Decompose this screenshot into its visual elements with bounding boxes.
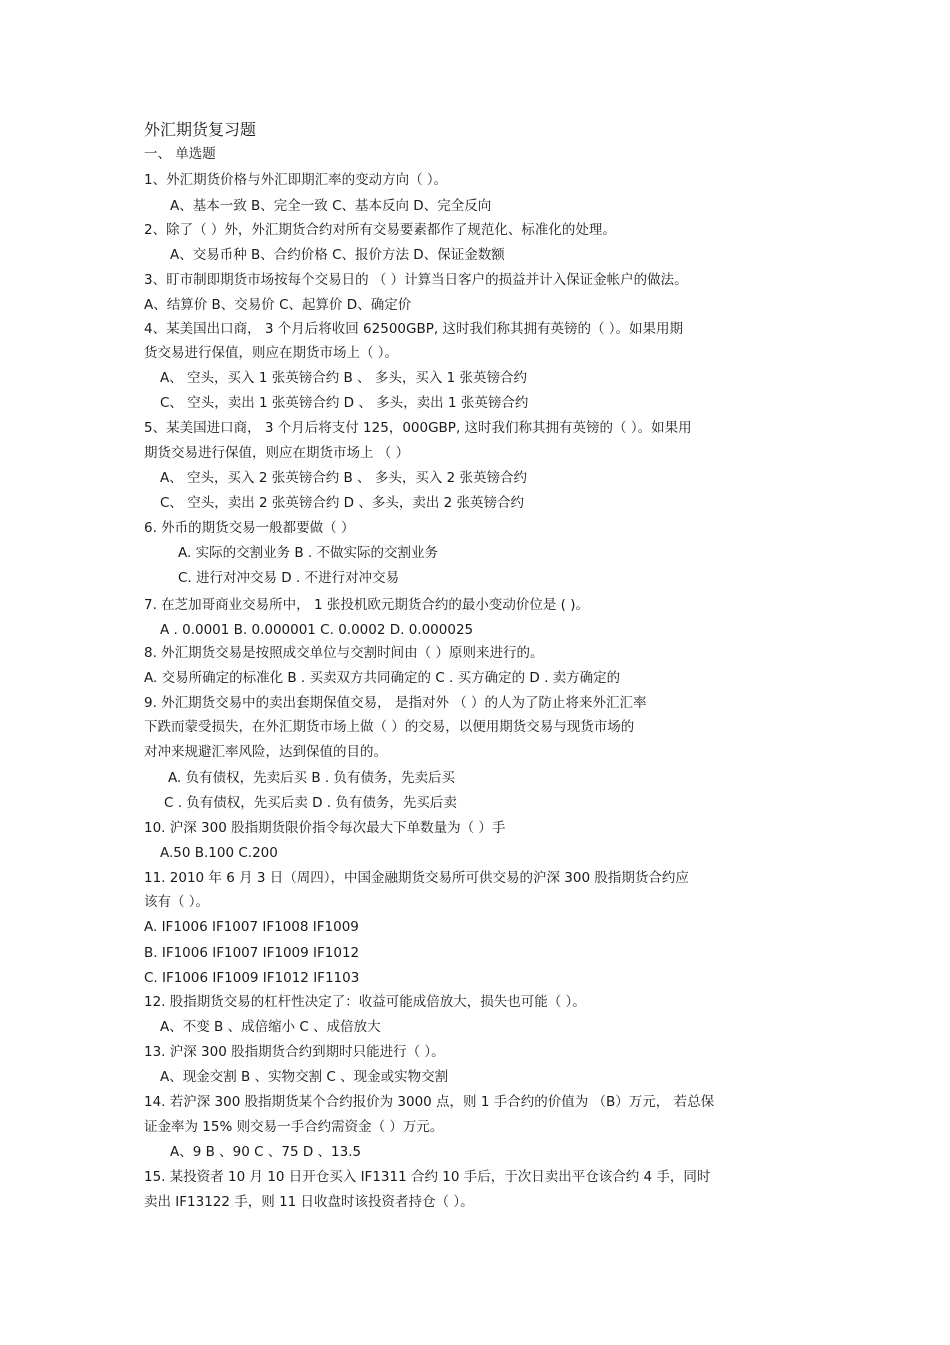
q9-text-line1: 9. 外汇期货交易中的卖出套期保值交易， 是指对外 （ ）的人为了防止将来外汇汇率 bbox=[144, 695, 647, 711]
q9-options-cd: C . 负有债权，先买后卖 D . 负有债务，先买后卖 bbox=[164, 795, 457, 811]
q6-options-cd: C. 进行对冲交易 D . 不进行对冲交易 bbox=[178, 570, 400, 586]
section-heading: 一、 单选题 bbox=[144, 146, 216, 162]
q4-options-cd: C、 空头，卖出 1 张英镑合约 D 、 多头，卖出 1 张英镑合约 bbox=[160, 395, 529, 411]
q5-options-ab: A、 空头，买入 2 张英镑合约 B 、 多头，买入 2 张英镑合约 bbox=[160, 470, 528, 486]
q11-option-c: C. IF1006 IF1009 IF1012 IF1103 bbox=[144, 970, 360, 986]
q8-options: A. 交易所确定的标准化 B . 买卖双方共同确定的 C . 买方确定的 D . 卖方确定的 bbox=[144, 670, 621, 686]
doc-title: 外汇期货复习题 bbox=[144, 120, 257, 139]
q14-text-line1: 14. 若沪深 300 股指期货某个合约报价为 3000 点，则 1 手合约的价值为 （B）万元， 若总保 bbox=[144, 1094, 715, 1110]
q2-text: 2、除了（ ）外，外汇期货合约对所有交易要素都作了规范化、标准化的处理。 bbox=[144, 222, 616, 238]
q11-text-line1: 11. 2010 年 6 月 3 日（周四），中国金融期货交易所可供交易的沪深 300 股指期货合约应 bbox=[144, 870, 689, 886]
q11-text-line2: 该有（ ）。 bbox=[144, 894, 210, 910]
q5-text-line1: 5、某美国进口商， 3 个月后将支付 125，000GBP, 这时我们称其拥有英镑的（ ）。如果用 bbox=[144, 420, 692, 436]
q12-options: A、不变 B 、成倍缩小 C 、成倍放大 bbox=[160, 1019, 381, 1035]
q9-text-line3: 对冲来规避汇率风险，达到保值的目的。 bbox=[144, 744, 387, 760]
q12-text: 12. 股指期货交易的杠杆性决定了：收益可能成倍放大，损失也可能（ ）。 bbox=[144, 994, 586, 1010]
q15-text-line1: 15. 某投资者 10 月 10 日开仓买入 IF1311 合约 10 手后，于次日卖出平仓该合约 4 手，同时 bbox=[144, 1169, 711, 1185]
q5-options-cd: C、 空头，卖出 2 张英镑合约 D 、多头，卖出 2 张英镑合约 bbox=[160, 495, 525, 511]
q4-text-line1: 4、某美国出口商， 3 个月后将收回 62500GBP, 这时我们称其拥有英镑的（ ）。如果用期 bbox=[144, 321, 683, 337]
q13-text: 13. 沪深 300 股指期货合约到期时只能进行（ ）。 bbox=[144, 1044, 445, 1060]
q7-text: 7. 在芝加哥商业交易所中， 1 张投机欧元期货合约的最小变动价位是 ( )。 bbox=[144, 597, 589, 613]
q11-option-a: A. IF1006 IF1007 IF1008 IF1009 bbox=[144, 919, 359, 935]
q6-options-ab: A. 实际的交割业务 B . 不做实际的交割业务 bbox=[178, 545, 439, 561]
q8-text: 8. 外汇期货交易是按照成交单位与交割时间由（ ）原则来进行的。 bbox=[144, 645, 544, 661]
q13-options: A、现金交割 B 、实物交割 C 、现金或实物交割 bbox=[160, 1069, 449, 1085]
q3-options: A、结算价 B、交易价 C、起算价 D、确定价 bbox=[144, 297, 412, 313]
q14-options: A、9 B 、90 C 、75 D 、13.5 bbox=[170, 1144, 362, 1160]
q10-text: 10. 沪深 300 股指期货限价指令每次最大下单数量为（ ）手 bbox=[144, 820, 506, 836]
q6-text: 6. 外币的期货交易一般都要做（ ） bbox=[144, 520, 355, 536]
q9-text-line2: 下跌而蒙受损失，在外汇期货市场上做（ ）的交易，以便用期货交易与现货市场的 bbox=[144, 719, 635, 735]
q15-text-line2: 卖出 IF13122 手，则 11 日收盘时该投资者持仓（ ）。 bbox=[144, 1194, 474, 1210]
q2-options: A、交易币种 B、合约价格 C、报价方法 D、保证金数额 bbox=[170, 247, 505, 263]
q7-options: A . 0.0001 B. 0.000001 C. 0.0002 D. 0.000025 bbox=[160, 622, 474, 638]
q4-options-ab: A、 空头，买入 1 张英镑合约 B 、 多头，买入 1 张英镑合约 bbox=[160, 370, 528, 386]
q9-options-ab: A. 负有债权，先卖后买 B . 负有债务，先卖后买 bbox=[168, 770, 456, 786]
q3-text: 3、盯市制即期货市场按每个交易日的 （ ）计算当日客户的损益并计入保证金帐户的做法。 bbox=[144, 272, 688, 288]
q10-options: A.50 B.100 C.200 bbox=[160, 845, 278, 861]
q11-option-b: B. IF1006 IF1007 IF1009 IF1012 bbox=[144, 945, 360, 961]
q14-text-line2: 证金率为 15% 则交易一手合约需资金（ ）万元。 bbox=[144, 1119, 444, 1135]
q4-text-line2: 货交易进行保值，则应在期货市场上（ ）。 bbox=[144, 345, 399, 361]
q1-text: 1、外汇期货价格与外汇即期汇率的变动方向（ ）。 bbox=[144, 172, 448, 188]
q1-options: A、基本一致 B、完全一致 C、基本反向 D、完全反向 bbox=[170, 198, 492, 214]
q5-text-line2: 期货交易进行保值，则应在期货市场上 （ ） bbox=[144, 445, 410, 461]
